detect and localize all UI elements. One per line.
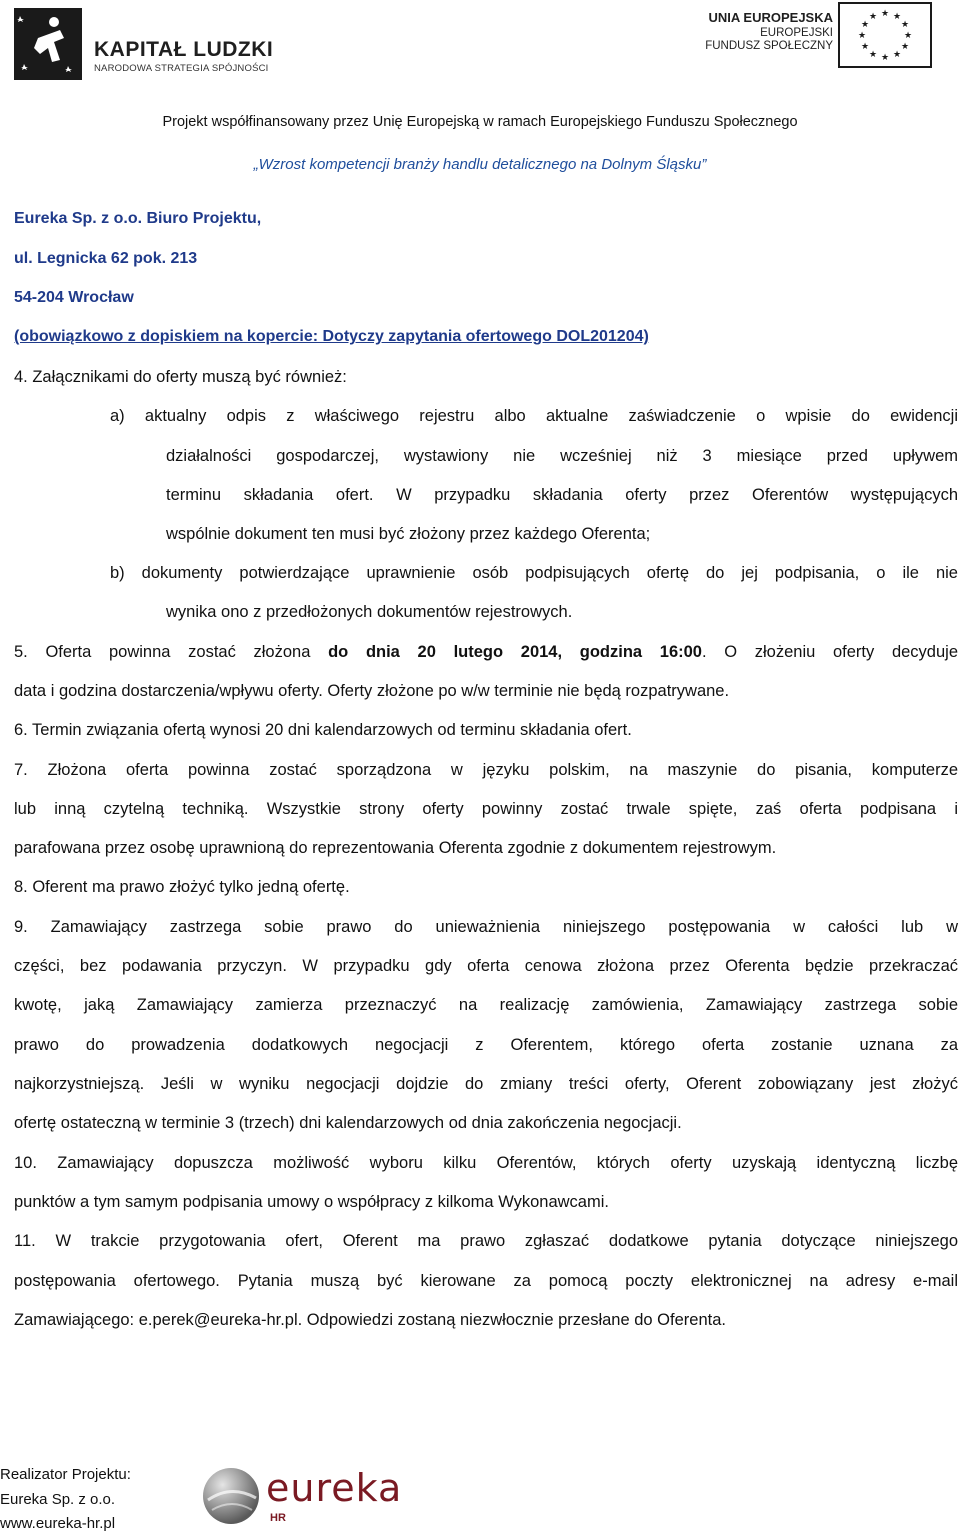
paragraph-9-line-2: części, bez podawania przyczyn. W przypadku gdy oferta cenowa złożona przez Oferenta będzie przekraczać: [14, 957, 958, 975]
paragraph-9-line-3: kwotę, jaką Zamawiający zamierza przeznaczyć na realizację zamówienia, Zamawiający zastrzega sobie: [14, 996, 958, 1014]
footer-realizator-label: Realizator Projektu:: [0, 1466, 131, 1483]
eureka-hr-logo: [200, 1462, 415, 1532]
kapital-ludzki-logo: [14, 8, 274, 80]
paragraph-11-line-3: Zamawiającego: e.perek@eureka-hr.pl. Odpowiedzi zostaną niezwłocznie przesłane do Oferenta.: [14, 1311, 726, 1329]
eu-logo: [690, 0, 935, 72]
kapital-ludzki-emblem-icon: [14, 8, 82, 80]
eu-line-2: EUROPEJSKI: [760, 27, 833, 39]
eureka-sphere-icon: [200, 1464, 262, 1528]
paragraph-4b-line-1: b) dokumenty potwierdzające uprawnienie osób podpisujących ofertę do jej podpisania, o ile nie: [110, 564, 958, 582]
paragraph-6: 6. Termin związania ofertą wynosi 20 dni kalendarzowych od terminu składania ofert.: [14, 721, 632, 739]
paragraph-9-line-4: prawo do prowadzenia dodatkowych negocjacji z Oferentem, którego oferta zostanie uznana za: [14, 1036, 958, 1054]
paragraph-11-line-1: 11. W trakcie przygotowania ofert, Oferent ma prawo zgłaszać dodatkowe pytania dotyczące niniejszego: [14, 1232, 958, 1250]
address-envelope-note: (obowiązkowo z dopiskiem na kopercie: Dotyczy zapytania ofertowego DOL201204): [14, 328, 649, 345]
svg-text:★: ★: [900, 42, 910, 52]
svg-text:★: ★: [900, 20, 910, 30]
footer-company: Eureka Sp. z o.o.: [0, 1491, 116, 1508]
paragraph-9-line-5: najkorzystniejszą. Jeśli w wyniku negocjacji dojdzie do zmiany treści oferty, Oferent zobowiązany jest złożyć: [14, 1075, 958, 1093]
eu-line-1: UNIA EUROPEJSKA: [708, 10, 833, 25]
svg-text:★: ★: [892, 50, 902, 60]
kapital-ludzki-subtitle: NARODOWA STRATEGIA SPÓJNOŚCI: [94, 63, 269, 74]
paragraph-5-line-2: data i godzina dostarczenia/wpływu oferty. Oferty złożone po w/w terminie nie będą rozpatrywane.: [14, 682, 730, 700]
svg-text:★: ★: [903, 31, 913, 41]
address-line-1: Eureka Sp. z o.o. Biuro Projektu,: [14, 210, 262, 227]
eu-flag-icon: [838, 2, 932, 68]
paragraph-10-line-2: punktów a tym samym podpisania umowy o współpracy z kilkoma Wykonawcami.: [14, 1193, 609, 1211]
paragraph-5-line-1: 5. Oferta powinna zostać złożona do dnia 20 lutego 2014, godzina 16:00. O złożeniu oferty decyduje: [14, 643, 958, 661]
svg-text:★: ★: [860, 42, 870, 52]
svg-text:★: ★: [857, 31, 867, 41]
paragraph-7-line-3: parafowana przez osobę uprawnioną do reprezentowania Oferenta zgodnie z dokumentem rejestrowym.: [14, 839, 777, 857]
eureka-hr-mark: HR: [270, 1512, 286, 1524]
paragraph-9-line-6: ofertę ostateczną w terminie 3 (trzech) dni kalendarzowych od dnia zakończenia negocjacji.: [14, 1114, 682, 1132]
svg-text:★: ★: [860, 20, 870, 30]
svg-text:★: ★: [880, 53, 890, 63]
deadline-text: do dnia 20 lutego 2014, godzina 16:00: [328, 643, 702, 661]
paragraph-4b-line-2: wynika ono z przedłożonych dokumentów rejestrowych.: [166, 603, 573, 621]
paragraph-4-intro: 4. Załącznikami do oferty muszą być również:: [14, 368, 347, 386]
project-name: „Wzrost kompetencji branży handlu detalicznego na Dolnym Śląsku”: [253, 156, 707, 173]
kapital-ludzki-title: KAPITAŁ LUDZKI: [94, 38, 274, 61]
project-cofinancing-note: Projekt współfinansowany przez Unię Europejską w ramach Europejskiego Funduszu Społecznego: [162, 114, 798, 130]
svg-text:★: ★: [880, 9, 890, 19]
paragraph-7-line-1: 7. Złożona oferta powinna zostać sporządzona w języku polskim, na maszynie do pisania, komputerze: [14, 761, 958, 779]
paragraph-10-line-1: 10. Zamawiający dopuszcza możliwość wyboru kilku Oferentów, których oferty uzyskają identyczną liczbę: [14, 1154, 958, 1172]
address-line-3: 54-204 Wrocław: [14, 289, 134, 306]
paragraph-9-line-1: 9. Zamawiający zastrzega sobie prawo do unieważnienia niniejszego postępowania w całości lub w: [14, 918, 958, 936]
paragraph-11-line-2: postępowania ofertowego. Pytania muszą być kierowane za pomocą poczty elektronicznej na adresy e-mail: [14, 1272, 958, 1290]
eureka-wordmark: eureka: [266, 1466, 403, 1510]
paragraph-7-line-2: lub inną czytelną techniką. Wszystkie strony oferty powinny zostać trwale spięte, zaś oferta podpisana i: [14, 800, 958, 818]
svg-text:★: ★: [892, 12, 902, 22]
paragraph-8: 8. Oferent ma prawo złożyć tylko jedną ofertę.: [14, 878, 350, 896]
footer-website[interactable]: www.eureka-hr.pl: [0, 1515, 116, 1532]
paragraph-4a-line-1: a) aktualny odpis z właściwego rejestru albo aktualne zaświadczenie o wpisie do ewidencji: [110, 407, 958, 425]
eu-line-3: FUNDUSZ SPOŁECZNY: [705, 40, 833, 52]
paragraph-4a-line-3: terminu składania ofert. W przypadku składania oferty przez Oferentów występujących: [166, 486, 958, 504]
svg-text:★: ★: [868, 12, 878, 22]
paragraph-4a-line-4: wspólnie dokument ten musi być złożony przez każdego Oferenta;: [166, 525, 651, 543]
paragraph-4a-line-2: działalności gospodarczej, wystawiony nie wcześniej niż 3 miesiące przed upływem: [166, 447, 958, 465]
svg-text:★: ★: [868, 50, 878, 60]
address-line-2: ul. Legnicka 62 pok. 213: [14, 250, 198, 267]
